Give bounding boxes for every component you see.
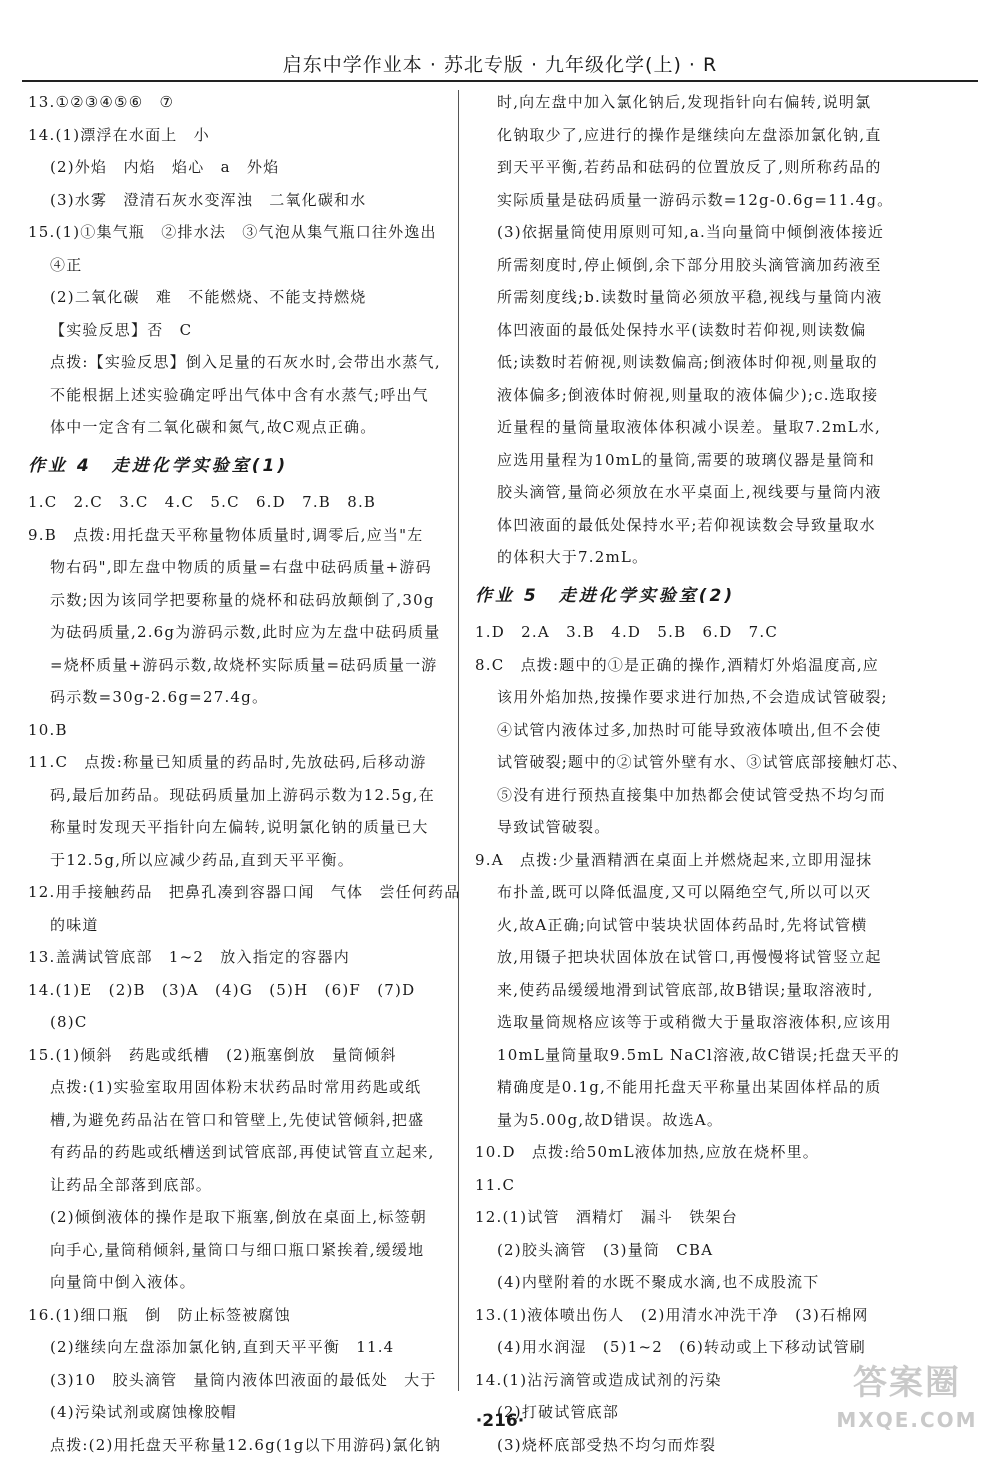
section-heading: 作业 5 走进化学实验室(2) bbox=[475, 580, 898, 613]
answer-line: (2)二氧化碳 难 不能燃烧、不能支持燃烧 bbox=[28, 281, 446, 314]
answer-line: 槽,为避免药品沾在管口和管壁上,先使试管倾斜,把盛 bbox=[28, 1104, 446, 1137]
answer-line: 8.C 点拨:题中的①是正确的操作,酒精灯外焰温度高,应 bbox=[475, 649, 898, 682]
answer-line: 16.(1)细口瓶 倒 防止标签被腐蚀 bbox=[28, 1299, 446, 1332]
answer-line: 9.A 点拨:少量酒精洒在桌面上并燃烧起来,立即用湿抹 bbox=[475, 844, 898, 877]
answer-line: 10.D 点拨:给50mL液体加热,应放在烧杯里。 bbox=[475, 1136, 898, 1169]
answer-line: 【实验反思】否 C bbox=[28, 314, 446, 347]
answer-line: 11.C 点拨:称量已知质量的药品时,先放砝码,后移动游 bbox=[28, 746, 446, 779]
answer-line: 不能根据上述实验确定呼出气体中含有水蒸气;呼出气 bbox=[28, 379, 446, 412]
answer-line: (2)胶头滴管 (3)量筒 CBA bbox=[475, 1234, 898, 1267]
answer-line: 点拨:(1)实验室取用固体粉末状药品时常用药匙或纸 bbox=[28, 1071, 446, 1104]
answer-line: 化钠取少了,应进行的操作是继续向左盘添加氯化钠,直 bbox=[475, 119, 898, 152]
answer-line: (4)内壁附着的水既不聚成水滴,也不成股流下 bbox=[475, 1266, 898, 1299]
answer-line: 14.(1)漂浮在水面上 小 bbox=[28, 119, 446, 152]
answer-line: 10.B bbox=[28, 714, 446, 747]
right-column bbox=[475, 86, 898, 1393]
watermark-logo bbox=[832, 1361, 982, 1445]
answer-line: (3)水雾 澄清石灰水变浑浊 二氧化碳和水 bbox=[28, 184, 446, 217]
answer-line: 来,使药品缓缓地滑到试管底部,故B错误;量取溶液时, bbox=[475, 974, 898, 1007]
answer-line: (3)依据量筒使用原则可知,a.当向量筒中倾倒液体接近 bbox=[475, 216, 898, 249]
answer-line: 近量程的量筒量取液体体积减小误差。量取7.2mL水, bbox=[475, 411, 898, 444]
answer-line: 向量筒中倒入液体。 bbox=[28, 1266, 446, 1299]
answer-line: 放,用镊子把块状固体放在试管口,再慢慢将试管竖立起 bbox=[475, 941, 898, 974]
answer-line: 向手心,量筒稍倾斜,量筒口与细口瓶口紧挨着,缓缓地 bbox=[28, 1234, 446, 1267]
answer-line: 体中一定含有二氧化碳和氮气,故C观点正确。 bbox=[28, 411, 446, 444]
answer-line: (4)污染试剂或腐蚀橡胶帽 bbox=[28, 1396, 446, 1429]
answer-line: 13.①②③④⑤⑥ ⑦ bbox=[28, 86, 446, 119]
answer-line: 所需刻度时,停止倾倒,余下部分用胶头滴管滴加药液至 bbox=[475, 249, 898, 282]
answer-line: 12.用手接触药品 把鼻孔凑到容器口闻 气体 尝任何药品 bbox=[28, 876, 446, 909]
answer-line: 于12.5g,所以应减少药品,直到天平平衡。 bbox=[28, 844, 446, 877]
answer-line: (2)外焰 内焰 焰心 a 外焰 bbox=[28, 151, 446, 184]
running-header: 启东中学作业本 · 苏北专版 · 九年级化学(上) · R bbox=[22, 50, 978, 82]
answer-line: 火,故A正确;向试管中装块状固体药品时,先将试管横 bbox=[475, 909, 898, 942]
answer-line: 让药品全部落到底部。 bbox=[28, 1169, 446, 1202]
column-divider bbox=[458, 90, 459, 1391]
answer-line: (2)打破试管底部 bbox=[475, 1396, 898, 1429]
answer-line: 13.(1)液体喷出伤人 (2)用清水冲洗干净 (3)石棉网 bbox=[475, 1299, 898, 1332]
answer-line: 9.B 点拨:用托盘天平称量物体质量时,调零后,应当"左 bbox=[28, 519, 446, 552]
answer-line: 导致试管破裂。 bbox=[475, 811, 898, 844]
answer-line: 实际质量是砝码质量一游码示数=12g-0.6g=11.4g。 bbox=[475, 184, 898, 217]
answer-line: 15.(1)倾斜 药匙或纸槽 (2)瓶塞倒放 量筒倾斜 bbox=[28, 1039, 446, 1072]
answer-line: 1.D 2.A 3.B 4.D 5.B 6.D 7.C bbox=[475, 616, 898, 649]
section-heading: 作业 4 走进化学实验室(1) bbox=[28, 450, 446, 483]
answer-line: 应选用量程为10mL的量筒,需要的玻璃仪器是量筒和 bbox=[475, 444, 898, 477]
answer-line: 码,最后加药品。现砝码质量加上游码示数为12.5g,在 bbox=[28, 779, 446, 812]
answer-line: 精确度是0.1g,不能用托盘天平称量出某固体样品的质 bbox=[475, 1071, 898, 1104]
answer-line: 码示数=30g-2.6g=27.4g。 bbox=[28, 681, 446, 714]
answer-line: 为砝码质量,2.6g为游码示数,此时应为左盘中砝码质量 bbox=[28, 616, 446, 649]
answer-line: 1.C 2.C 3.C 4.C 5.C 6.D 7.B 8.B bbox=[28, 486, 446, 519]
answer-line: =烧杯质量+游码示数,故烧杯实际质量=砝码质量一游 bbox=[28, 649, 446, 682]
watermark-text: 答案圈 bbox=[832, 1361, 982, 1405]
answer-line: 量为5.00g,故D错误。故选A。 bbox=[475, 1104, 898, 1137]
answer-line: (2)继续向左盘添加氯化钠,直到天平平衡 11.4 bbox=[28, 1331, 446, 1364]
answer-line: 体凹液面的最低处保持水平(读数时若仰视,则读数偏 bbox=[475, 314, 898, 347]
answer-line: (8)C bbox=[28, 1006, 446, 1039]
answer-line: (2)倾倒液体的操作是取下瓶塞,倒放在桌面上,标签朝 bbox=[28, 1201, 446, 1234]
answer-line: 的味道 bbox=[28, 909, 446, 942]
answer-line: 示数;因为该同学把要称量的烧杯和砝码放颠倒了,30g bbox=[28, 584, 446, 617]
answer-line: 物右码",即左盘中物质的质量=右盘中砝码质量+游码 bbox=[28, 551, 446, 584]
answer-line: 点拨:(2)用托盘天平称量12.6g(1g以下用游码)氯化钠 bbox=[28, 1429, 446, 1461]
answer-line: 的体积大于7.2mL。 bbox=[475, 541, 898, 574]
answer-line: (3)10 胶头滴管 量筒内液体凹液面的最低处 大于 bbox=[28, 1364, 446, 1397]
answer-line: ⑤没有进行预热直接集中加热都会使试管受热不均匀而 bbox=[475, 779, 898, 812]
answer-line: ④正 bbox=[28, 249, 446, 282]
answer-line: 点拨:【实验反思】倒入足量的石灰水时,会带出水蒸气, bbox=[28, 346, 446, 379]
answer-line: 试管破裂;题中的②试管外壁有水、③试管底部接触灯芯、 bbox=[475, 746, 898, 779]
answer-line: 布扑盖,既可以降低温度,又可以隔绝空气,所以可以灭 bbox=[475, 876, 898, 909]
answer-line: 12.(1)试管 酒精灯 漏斗 铁架台 bbox=[475, 1201, 898, 1234]
answer-line: 选取量筒规格应该等于或稍微大于量取溶液体积,应该用 bbox=[475, 1006, 898, 1039]
answer-line: 低;读数时若俯视,则读数偏高;倒液体时仰视,则量取的 bbox=[475, 346, 898, 379]
answer-line: 10mL量筒量取9.5mL NaCl溶液,故C错误;托盘天平的 bbox=[475, 1039, 898, 1072]
answer-line: 该用外焰加热,按操作要求进行加热,不会造成试管破裂; bbox=[475, 681, 898, 714]
answer-line: ④试管内液体过多,加热时可能导致液体喷出,但不会使 bbox=[475, 714, 898, 747]
left-column bbox=[28, 86, 446, 1393]
answer-line: 到天平平衡,若药品和砝码的位置放反了,则所称药品的 bbox=[475, 151, 898, 184]
answer-line: 14.(1)E (2)B (3)A (4)G (5)H (6)F (7)D bbox=[28, 974, 446, 1007]
answer-line: 11.C bbox=[475, 1169, 898, 1202]
answer-line: 称量时发现天平指针向左偏转,说明氯化钠的质量已大 bbox=[28, 811, 446, 844]
answer-line: 13.盖满试管底部 1~2 放入指定的容器内 bbox=[28, 941, 446, 974]
page-number: ·216· bbox=[0, 1411, 1000, 1431]
answer-line: 液体偏多;倒液体时俯视,则量取的液体偏少);c.选取接 bbox=[475, 379, 898, 412]
answer-line: (4)用水润湿 (5)1~2 (6)转动或上下移动试管刷 bbox=[475, 1331, 898, 1364]
watermark-url: MXQE.COM bbox=[832, 1405, 982, 1435]
answer-line: 有药品的药匙或纸槽送到试管底部,再使试管直立起来, bbox=[28, 1136, 446, 1169]
answer-line: 14.(1)沾污滴管或造成试剂的污染 bbox=[475, 1364, 898, 1397]
answer-line: 所需刻度线;b.读数时量筒必须放平稳,视线与量筒内液 bbox=[475, 281, 898, 314]
answer-line: 时,向左盘中加入氯化钠后,发现指针向右偏转,说明氯 bbox=[475, 86, 898, 119]
answer-line: 胶头滴管,量筒必须放在水平桌面上,视线要与量筒内液 bbox=[475, 476, 898, 509]
answer-line: 体凹液面的最低处保持水平;若仰视读数会导致量取水 bbox=[475, 509, 898, 542]
answer-line: 15.(1)①集气瓶 ②排水法 ③气泡从集气瓶口往外逸出 bbox=[28, 216, 446, 249]
answer-line: (3)烧杯底部受热不均匀而炸裂 bbox=[475, 1429, 898, 1461]
